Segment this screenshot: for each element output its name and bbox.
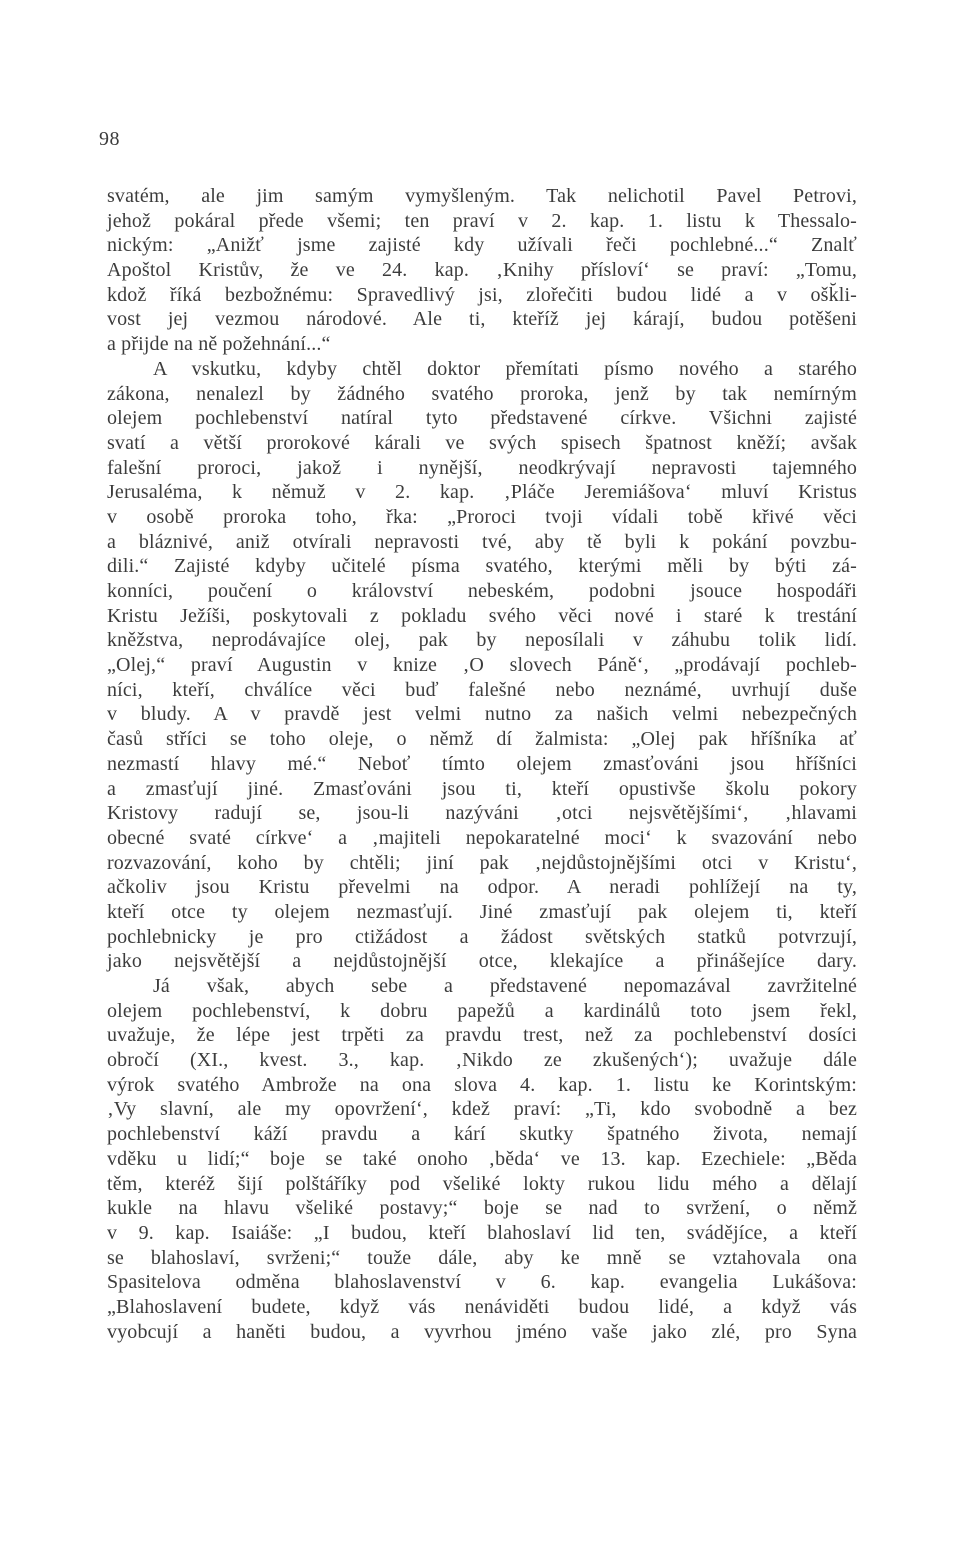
text-line: těm, kteréž šijí polštáříky pod všeliké lokty rukou lidu mého a dělají bbox=[107, 1172, 857, 1195]
text-line: olejem pochlebenství, k dobru papežů a kardinálů toto jsem řekl, bbox=[107, 999, 857, 1022]
text-line: konníci, poučení o království nebeském, podobni jsouce hospodáři bbox=[107, 580, 857, 602]
text-line: vyobcují a haněti budou, a vyvrhou jméno vaše jako zlé, pro Syna bbox=[107, 1320, 857, 1343]
text-line: falešní proroci, jakož i nynější, neodkrývají nepravosti tajemného bbox=[107, 456, 857, 479]
text-line: níci, kteří, chválíce věci buď falešné nebo neznámé, uvrhují duše bbox=[107, 678, 857, 701]
text-line: výrok svatého Ambrože na ona slova 4. kap. 1. listu ke Korintským: bbox=[107, 1073, 857, 1096]
text-line: kdož říká bezbožnému: Spravedlivý jsi, zlořečiti budou lidé a v ošk̆li- bbox=[107, 283, 857, 306]
text-line: „Blahoslavení budete, když vás nenáviděti budou lidé, a když vás bbox=[107, 1295, 857, 1318]
text-line: ‚Vy slavní, ale my opovržení‘, kdež praví: „Ti, kdo svobodně a bez bbox=[107, 1098, 857, 1121]
text-line: vděku u lidí;“ boje se také onoho ‚běda‘ ve 13. kap. Ezechiele: „Běda bbox=[107, 1147, 857, 1170]
text-line: zákona, nenalezl by žádného svatého proroka, jenž by tak nemírným bbox=[107, 382, 857, 405]
text-line: pochlebenství káží pravdu a kárí skutky špatného života, nemají bbox=[107, 1123, 857, 1146]
text-line: jako nejsvětější a nejdůstojnější otce, klekajíce a přinášejíce dary. bbox=[107, 950, 857, 973]
text-line: kteří otce ty olejem nezmasťují. Jiné zmasťují pak olejem ti, kteří bbox=[107, 900, 857, 923]
text-line: dili.“ Zajisté kdyby učitelé písma svatého, kterými měli by býti zá- bbox=[107, 555, 857, 578]
text-line: pochlebnicky je pro ctižádost a žádost světských statků potvrzují, bbox=[107, 925, 857, 948]
text-line: A vskutku, kdyby chtěl doktor přemítati písmo nového a starého bbox=[153, 357, 857, 380]
text-line: nickým: „Anižť jsme zajisté kdy užívali řeči pochlebné...“ Znalť bbox=[107, 234, 857, 257]
text-line: a zmasťují jiné. Zmasťováni jsou ti, kteří opustivše školu pokory bbox=[107, 777, 857, 800]
text-line: v bludy. A v pravdě jest velmi nutno za našich velmi nebezpečných bbox=[107, 703, 857, 726]
text-line: obecné svaté církve‘ a ‚majiteli nepokaratelné moci‘ k svazování nebo bbox=[107, 826, 857, 849]
text-line: Spasitelova odměna blahoslavenství v 6. kap. evangelia Lukášova: bbox=[107, 1271, 857, 1294]
text-line: Kristovy radují se, jsou-li nazýváni ‚otci nejsvětějšími‘, ‚hlavami bbox=[107, 802, 857, 825]
text-line: kněžstva, neprodávajíce olej, pak by neposílali v záhubu tolik lidí. bbox=[107, 629, 857, 652]
text-line: svatém, ale jim samým vymyšleným. Tak nelichotil Pavel Petrovi, bbox=[107, 185, 857, 207]
text-line: kukle na hlavu všeliké postavy;“ boje se nad to svržení, o němž bbox=[107, 1197, 857, 1220]
text-line: časů stříci se toho oleje, o němž dí žalmista: „Olej pak hříšníka ať bbox=[107, 728, 857, 751]
text-line: v osobě proroka toho, řka: „Proroci tvoji vídali tobě křivé věci bbox=[107, 505, 857, 528]
text-line: Já však, abych sebe a představené nepomazával zavržitelné bbox=[153, 975, 857, 997]
text-line: Apoštol Kristův, že ve 24. kap. ‚Knihy přísloví‘ se praví: „Tomu, bbox=[107, 259, 857, 282]
text-line: „Olej,“ praví Augustin v knize ‚O slovech Páně‘, „prodávají pochleb- bbox=[107, 654, 857, 677]
text-line: Jerusaléma, k němuž v 2. kap. ‚Pláče Jeremiášova‘ mluví Kristus bbox=[107, 481, 857, 504]
text-line: se blahoslaví, svrženi;“ touže dále, aby ke mně se vztahovala ona bbox=[107, 1246, 857, 1269]
text-line: Kristu Ježíši, poskytovali z pokladu svého věci nové i staré k trestání bbox=[107, 604, 857, 627]
text-line: vost jej vezmou národové. Ale ti, kteříž jej kárají, budou potěšeni bbox=[107, 308, 857, 331]
text-line: rozvazování, koho by chtěli; jiní pak ‚nejdůstojnějšími otci v Kristu‘, bbox=[107, 851, 857, 874]
text-line: a bláznivé, aniž otvírali nepravosti tvé, aby tě byli k pokání povzbu- bbox=[107, 530, 857, 553]
text-line: jehož pokáral přede všemi; ten praví v 2. kap. 1. listu k Thessalo- bbox=[107, 209, 857, 232]
body-text bbox=[107, 184, 857, 1344]
text-line: obročí (XI., kvest. 3., kap. ‚Nikdo ze zkušených‘); uvažuje dále bbox=[107, 1049, 857, 1072]
text-line: ačkoliv jsou Kristu převelmi na odpor. A neradi pohlížejí na ty, bbox=[107, 876, 857, 899]
page-number: 98 bbox=[99, 128, 120, 150]
text-line: a přijde na ně požehnání...“ bbox=[107, 333, 331, 356]
text-line: olejem pochlebenství natíral tyto představené církve. Všichni zajisté bbox=[107, 407, 857, 430]
text-line: uvažuje, že lépe jest trpěti za pravdu trest, než za pochlebenství dosíci bbox=[107, 1024, 857, 1047]
text-line: nezmastí hlavy mé.“ Neboť tímto olejem zmasťováni jsou hříšníci bbox=[107, 752, 857, 775]
text-line: svatí a větší prorokové kárali ve svých spisech špatnost kněží; avšak bbox=[107, 431, 857, 454]
text-line: v 9. kap. Isaiáše: „I budou, kteří blahoslaví lid ten, svádějíce, a kteří bbox=[107, 1221, 857, 1244]
